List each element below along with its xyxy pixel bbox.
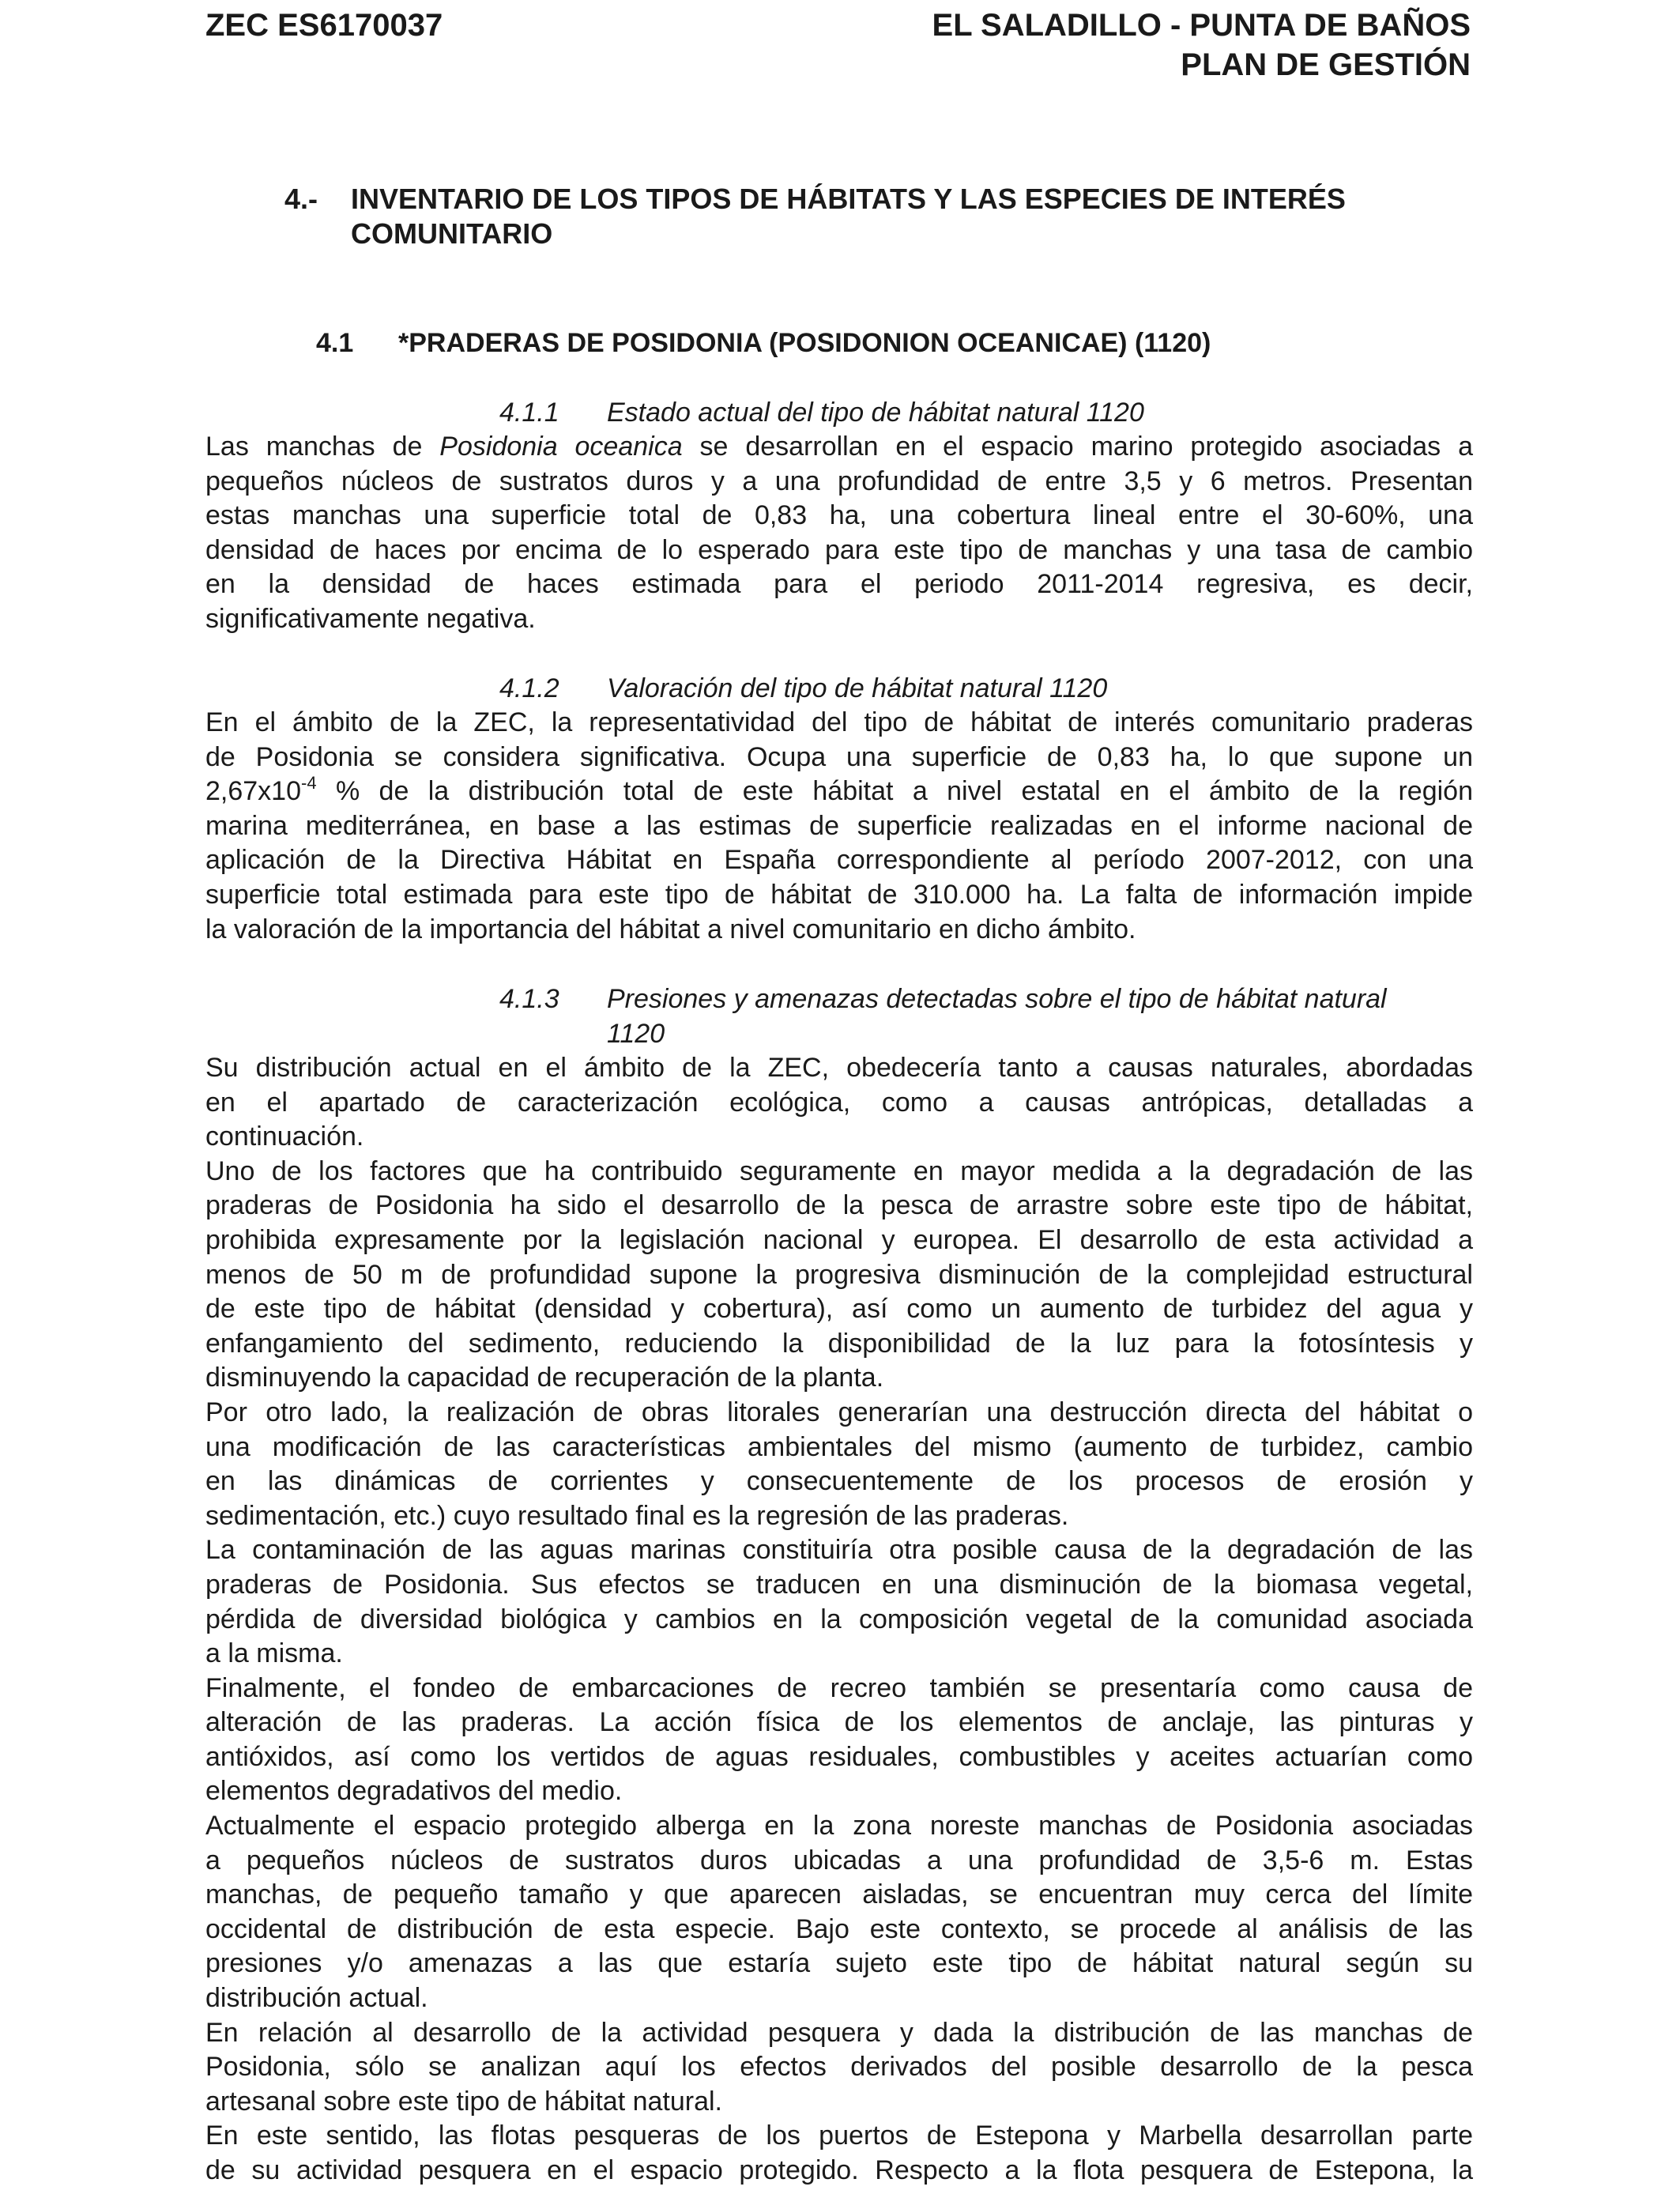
text-line: superficie total estimada para este tipo de hábitat de 310.000 ha. La falta de información impide bbox=[205, 879, 1473, 910]
text-line: aplicación de la Directiva Hábitat en España correspondiente al período 2007-2012, con una bbox=[205, 845, 1473, 876]
text-line: antióxidos, así como los vertidos de aguas residuales, combustibles y aceites actuarían como bbox=[205, 1741, 1473, 1772]
text-line: pérdida de diversidad biológica y cambios en la composición vegetal de la comunidad asociada bbox=[205, 1604, 1473, 1634]
text-line: La contaminación de las aguas marinas constituiría otra posible causa de la degradación de las bbox=[205, 1535, 1473, 1566]
subsection-heading bbox=[499, 982, 1387, 1016]
subsection-title-line1: Presiones y amenazas detectadas sobre el tipo de hábitat natural bbox=[607, 984, 1387, 1014]
text-line: distribución actual. bbox=[205, 1983, 428, 2014]
text-line: marina mediterránea, en base a las estimas de superficie realizadas en el informe nacional de bbox=[205, 810, 1473, 841]
text-fragment: se desarrollan en el espacio marino protegido asociadas a bbox=[682, 432, 1473, 462]
text-line: manchas, de pequeño tamaño y que aparecen aisladas, se encuentran muy cerca del límite bbox=[205, 1879, 1473, 1910]
header-site-name: EL SALADILLO - PUNTA DE BAÑOS bbox=[932, 8, 1471, 43]
section-heading bbox=[316, 326, 1211, 360]
text-line: En relación al desarrollo de la actividad pesquera y dada la distribución de las manchas de bbox=[205, 2017, 1473, 2048]
text-line: prohibida expresamente por la legislación nacional y europea. El desarrollo de esta actividad a bbox=[205, 1224, 1473, 1255]
text-line bbox=[205, 430, 1473, 465]
chapter-number: 4.- bbox=[284, 183, 318, 215]
text-line: a pequeños núcleos de sustratos duros ubicadas a una profundidad de 3,5-6 m. Estas bbox=[205, 1845, 1473, 1875]
text-line: una modificación de las características ambientales del mismo (aumento de turbidez, cambio bbox=[205, 1431, 1473, 1462]
text-line: en el apartado de caracterización ecológica, como a causas antrópicas, detalladas a bbox=[205, 1087, 1473, 1118]
text-line: de este tipo de hábitat (densidad y cobertura), así como un aumento de turbidez del agua y bbox=[205, 1294, 1473, 1325]
subsection-number: 4.1.3 bbox=[499, 984, 559, 1014]
chapter-title-line1: INVENTARIO DE LOS TIPOS DE HÁBITATS Y LAS ESPECIES DE INTERÉS bbox=[351, 183, 1346, 215]
header-site-code: ZEC ES6170037 bbox=[205, 8, 443, 43]
subsection-title: Estado actual del tipo de hábitat natural 1120 bbox=[607, 398, 1144, 428]
text-line: en las dinámicas de corrientes y consecuentemente de los procesos de erosión y bbox=[205, 1466, 1473, 1497]
text-line: de Posidonia se considera significativa. Ocupa una superficie de 0,83 ha, lo que supone un bbox=[205, 741, 1473, 772]
subsection-number: 4.1.2 bbox=[499, 673, 559, 703]
subsection-number: 4.1.1 bbox=[499, 398, 559, 428]
text-line: praderas de Posidonia ha sido el desarrollo de la pesca de arrastre sobre este tipo de hábitat, bbox=[205, 1190, 1473, 1221]
text-line: menos de 50 m de profundidad supone la progresiva disminución de la complejidad estructural bbox=[205, 1259, 1473, 1290]
text-line: Uno de los factores que ha contribuido seguramente en mayor medida a la degradación de las bbox=[205, 1155, 1473, 1186]
text-line: praderas de Posidonia. Sus efectos se traducen en una disminución de la biomasa vegetal, bbox=[205, 1569, 1473, 1600]
subsection-title: Valoración del tipo de hábitat natural 1120 bbox=[607, 673, 1108, 703]
text-line: de su actividad pesquera en el espacio protegido. Respecto a la flota pesquera de Estepona, la bbox=[205, 2155, 1473, 2185]
paragraph bbox=[205, 706, 1473, 947]
subsection-title-line2: 1120 bbox=[607, 1019, 665, 1049]
text-line: Su distribución actual en el ámbito de la ZEC, obedecería tanto a causas naturales, abordadas bbox=[205, 1053, 1473, 1083]
chapter-title-line2: COMUNITARIO bbox=[351, 217, 553, 250]
chapter-heading bbox=[284, 182, 1346, 217]
text-fragment: Las manchas de bbox=[205, 432, 440, 462]
text-line: Finalmente, el fondeo de embarcaciones de recreo también se presentaría como causa de bbox=[205, 1672, 1473, 1703]
text-line: occidental de distribución de esta especie. Bajo este contexto, se procede al análisis de las bbox=[205, 1913, 1473, 1944]
text-line: sedimentación, etc.) cuyo resultado final es la regresión de las praderas. bbox=[205, 1500, 1069, 1531]
text-line: continuación. bbox=[205, 1122, 364, 1152]
text-line: densidad de haces por encima de lo esperado para este tipo de manchas y una tasa de cambio bbox=[205, 534, 1473, 565]
header-document-type: PLAN DE GESTIÓN bbox=[1181, 47, 1471, 82]
section-number: 4.1 bbox=[316, 328, 354, 358]
text-line: En este sentido, las flotas pesqueras de los puertos de Estepona y Marbella desarrollan parte bbox=[205, 2120, 1473, 2151]
text-line: enfangamiento del sedimento, reduciendo la disponibilidad de la luz para la fotosíntesis y bbox=[205, 1328, 1473, 1359]
text-line: presiones y/o amenazas a las que estaría sujeto este tipo de hábitat natural según su bbox=[205, 1948, 1473, 1979]
text-line: a la misma. bbox=[205, 1638, 343, 1669]
paragraph-group bbox=[205, 1051, 1473, 2188]
text-line: la valoración de la importancia del hábitat a nivel comunitario en dicho ámbito. bbox=[205, 914, 1136, 944]
species-name: Posidonia oceanica bbox=[439, 432, 683, 462]
text-fragment: 2,67x10 bbox=[205, 776, 301, 807]
section-title: *PRADERAS DE POSIDONIA (POSIDONION OCEANICAE) (1120) bbox=[398, 328, 1211, 358]
text-line: Actualmente el espacio protegido alberga en la zona noreste manchas de Posidonia asociadas bbox=[205, 1811, 1473, 1842]
exponent: -4 bbox=[301, 773, 317, 794]
text-line: estas manchas una superficie total de 0,83 ha, una cobertura lineal entre el 30-60%, una bbox=[205, 500, 1473, 531]
text-line: disminuyendo la capacidad de recuperación de la planta. bbox=[205, 1363, 884, 1393]
text-line: Por otro lado, la realización de obras litorales generarían una destrucción directa del hábitat o bbox=[205, 1397, 1473, 1427]
subsection-heading bbox=[499, 671, 1107, 706]
text-line: elementos degradativos del medio. bbox=[205, 1776, 623, 1807]
text-fragment: % de la distribución total de este hábitat a nivel estatal en el ámbito de la región bbox=[316, 776, 1473, 807]
subsection-heading bbox=[499, 395, 1144, 430]
text-line: alteración de las praderas. La acción física de los elementos de anclaje, las pinturas y bbox=[205, 1707, 1473, 1738]
paragraph bbox=[205, 430, 1473, 637]
text-line: Posidonia, sólo se analizan aquí los efectos derivados del posible desarrollo de la pesca bbox=[205, 2052, 1473, 2083]
text-line: en la densidad de haces estimada para el periodo 2011-2014 regresiva, es decir, bbox=[205, 569, 1473, 600]
text-line: pequeños núcleos de sustratos duros y a una profundidad de entre 3,5 y 6 metros. Presentan bbox=[205, 466, 1473, 496]
text-line: artesanal sobre este tipo de hábitat natural. bbox=[205, 2086, 722, 2117]
text-line bbox=[205, 775, 1473, 809]
text-line: significativamente negativa. bbox=[205, 603, 536, 634]
text-line: En el ámbito de la ZEC, la representatividad del tipo de hábitat de interés comunitario praderas bbox=[205, 707, 1473, 737]
